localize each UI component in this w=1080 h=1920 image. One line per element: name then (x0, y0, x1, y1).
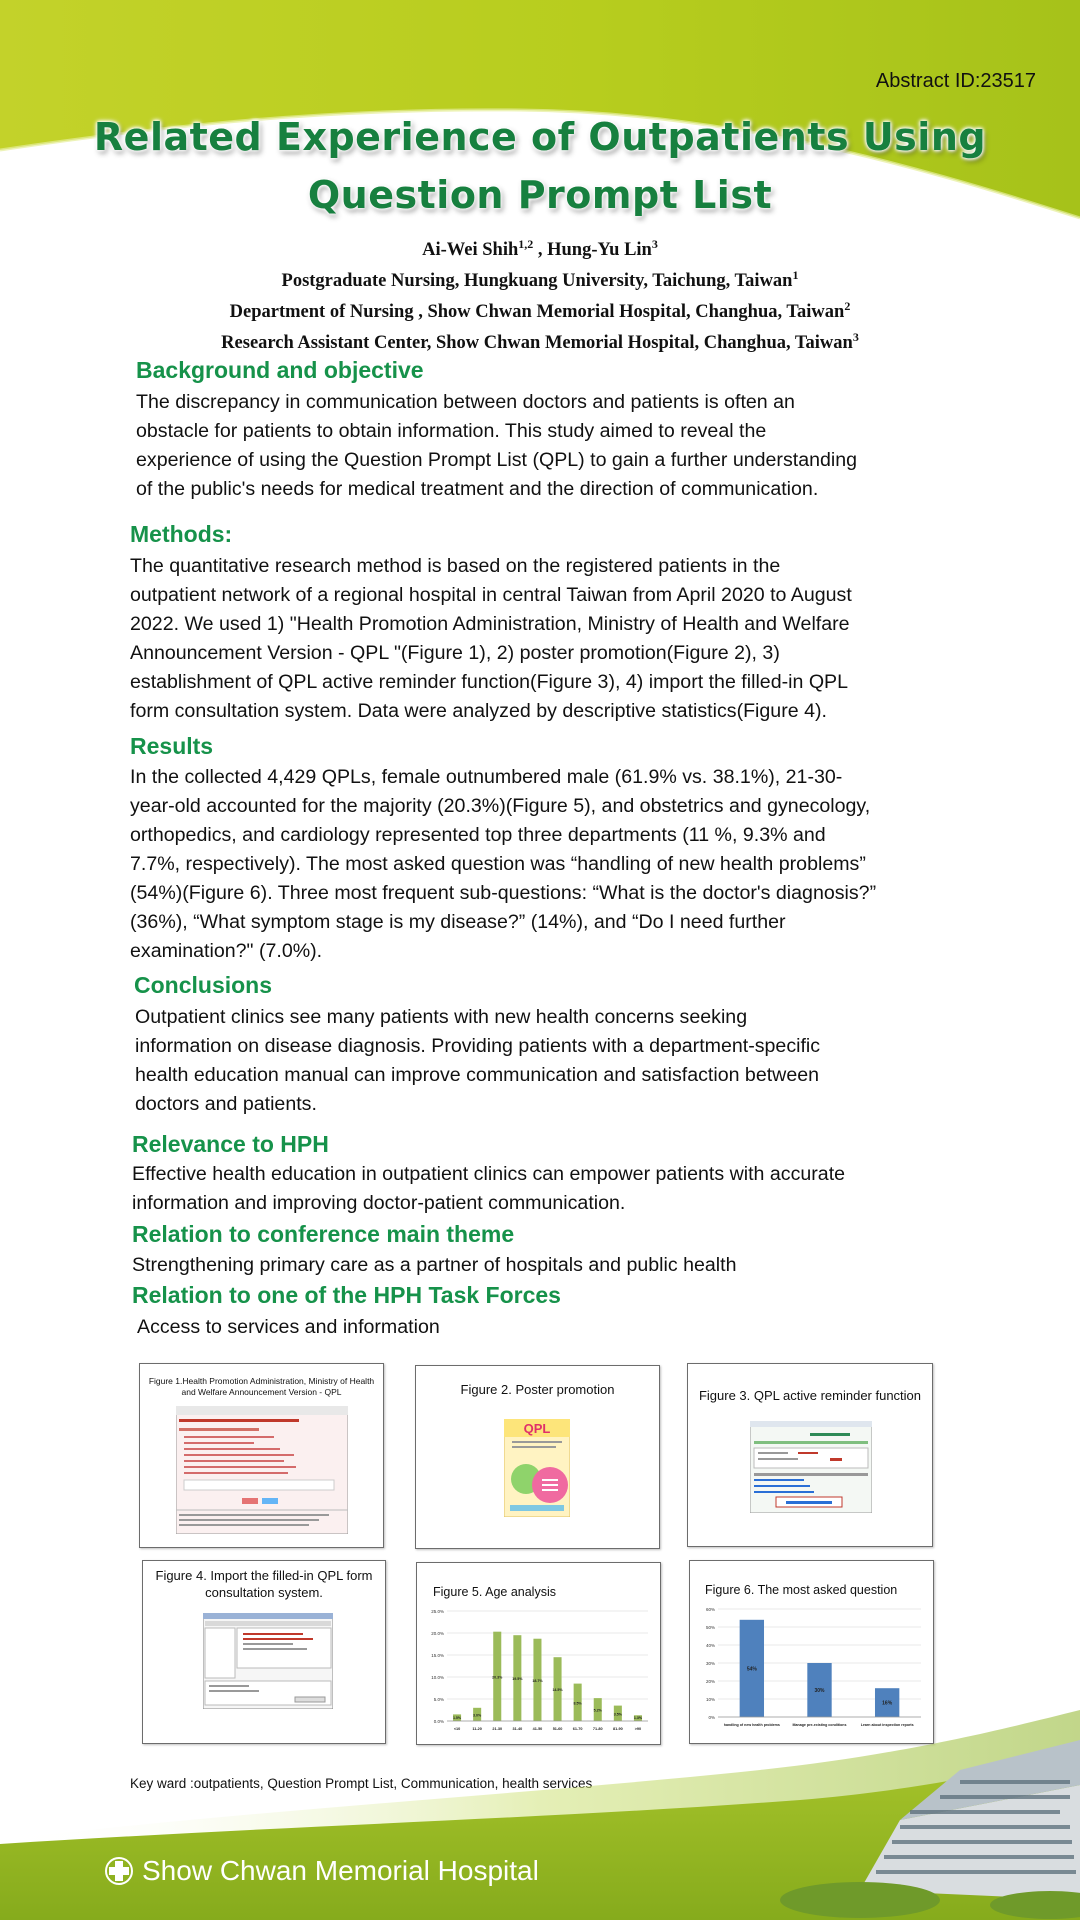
conference-theme-heading: Relation to conference main theme (132, 1221, 515, 1247)
x-tick-label: handling of new health problems (723, 1723, 780, 1727)
data-label: 5.2% (593, 1708, 602, 1713)
task-force-heading: Relation to one of the HPH Task Forces (132, 1282, 561, 1308)
background-heading: Background and objective (136, 357, 424, 383)
consultation-system-thumbnail (203, 1613, 333, 1709)
conclusions-heading: Conclusions (134, 972, 273, 998)
data-label: 18.7% (532, 1678, 543, 1683)
x-tick-label: <10 (453, 1727, 461, 1731)
y-tick-label: 20.0% (431, 1631, 444, 1636)
figure-4-caption: Figure 4. Import the filled-in QPL form consultation system. (155, 1568, 373, 1600)
data-label: 30% (814, 1688, 825, 1694)
data-label: 3.5% (613, 1712, 622, 1717)
x-tick-label: 51-60 (552, 1727, 563, 1731)
hospital-name: Show Chwan Memorial Hospital (142, 1855, 539, 1886)
figure-3-caption: Figure 3. QPL active reminder function (698, 1388, 922, 1403)
svg-text:QPL: QPL (523, 1421, 551, 1436)
x-tick-label: 21-30 (492, 1727, 503, 1731)
hospital-cross-icon (104, 1856, 134, 1886)
x-tick-label: 71-80 (592, 1727, 603, 1731)
y-tick-label: 25.0% (431, 1609, 444, 1614)
hospital-logo (104, 1855, 539, 1887)
y-tick-label: 50% (705, 1625, 715, 1630)
footer-band (0, 1700, 1080, 1920)
figure-1 (139, 1363, 384, 1548)
figure-2-caption: Figure 2. Poster promotion (460, 1382, 615, 1397)
affiliation-3: Research Assistant Center, Show Chwan Memorial Hospital, Changhua, Taiwan$^3$ (221, 330, 859, 354)
task-force-text: Access to services and information (137, 1316, 440, 1338)
y-tick-label: 5.0% (433, 1697, 444, 1702)
figure-2 (415, 1365, 660, 1549)
x-tick-label: 31-40 (512, 1727, 523, 1731)
y-tick-label: 0% (708, 1715, 715, 1720)
x-tick-label: Manage pre-existing conditions (792, 1723, 847, 1727)
figure-1-caption: Figure 1.Health Promotion Administration, Ministry of Health and Welfare Announcement Version - QPL (148, 1376, 375, 1397)
data-label: 14.5% (552, 1688, 563, 1693)
x-tick-label: 61-70 (572, 1727, 583, 1731)
y-tick-label: 30% (705, 1661, 715, 1666)
qpl-form-thumbnail (176, 1406, 348, 1534)
affiliation-2: Department of Nursing , Show Chwan Memorial Hospital, Changhua, Taiwan$^2$ (229, 299, 851, 323)
y-tick-label: 0.0% (433, 1719, 444, 1724)
data-label: 16% (882, 1700, 893, 1707)
affiliation-1: Postgraduate Nursing, Hungkuang University, Taichung, Taiwan$^1$ (281, 268, 799, 292)
abstract-id: Abstract ID:23517 (875, 70, 1036, 92)
data-label: 54% (746, 1666, 757, 1673)
data-label: 20.3% (492, 1675, 503, 1680)
x-tick-label: 11-20 (472, 1727, 482, 1731)
relevance-text: Effective health education in outpatient clinics can empower patients with accurate information and improving doctor-patient communication. (132, 1163, 846, 1214)
data-label: 8.5% (573, 1701, 582, 1706)
author-names: Ai-Wei Shih$^{1,2}$ , Hung-Yu Lin$^3$ (422, 237, 658, 261)
author-block (60, 232, 1020, 357)
x-tick-label: 41-50 (532, 1727, 543, 1731)
x-tick-label: 81-90 (612, 1727, 623, 1731)
title-line-1: Related Experience of Outpatients Using (93, 115, 987, 159)
y-tick-label: 15.0% (431, 1653, 444, 1658)
figure-5-caption: Figure 5. Age analysis (433, 1585, 556, 1599)
methods-heading: Methods: (130, 521, 233, 547)
y-tick-label: 40% (705, 1643, 715, 1648)
data-label: 1.5% (452, 1716, 462, 1720)
data-label: 1.3% (633, 1716, 643, 1720)
x-tick-label: >90 (634, 1727, 642, 1731)
y-tick-label: 10.0% (431, 1675, 444, 1680)
conclusions-text: Outpatient clinics see many patients with new health concerns seeking information on disease diagnosis. Providing patients with a department-specific health education manual can improve communication and satisfaction between doctors and patients. (135, 1006, 821, 1115)
background-text: The discrepancy in communication between doctors and patients is often an obstacle for patients to obtain information. This study aimed to reveal the experience of using the Question Prompt List (QPL) to gain a further understanding of the public's needs for medical treatment and the direction of communication. (136, 391, 858, 500)
figure-6-caption: Figure 6. The most asked question (705, 1583, 898, 1597)
y-tick-label: 60% (705, 1607, 715, 1612)
y-tick-label: 10% (705, 1697, 715, 1702)
keywords: Key ward :outpatients, Question Prompt List, Communication, health services (130, 1776, 593, 1791)
results-heading: Results (130, 733, 214, 759)
methods-text: The quantitative research method is based on the registered patients in the outpatient network of a regional hospital in central Taiwan from April 2020 to August 2022. We used 1) "Health Promotion Administration, Ministry of Health and Welfare Announcement Version - QPL "(Figure 1), 2) poster promotion(Figure 2), 3) establishment of QPL active reminder function(Figure 3), 4) import the filled-in QPL form consultation system. Data were analyzed by descriptive statistics(Figure 4). (130, 555, 852, 722)
poster-title (80, 108, 1000, 224)
conference-theme-text: Strengthening primary care as a partner of hospitals and public health (132, 1254, 737, 1276)
relevance-heading: Relevance to HPH (132, 1131, 329, 1157)
data-label: 19.5% (512, 1677, 523, 1682)
title-line-2: Question Prompt List (307, 173, 773, 217)
y-tick-label: 20% (705, 1679, 715, 1684)
data-label: 3.0% (473, 1713, 482, 1718)
reminder-function-thumbnail (750, 1421, 872, 1513)
x-tick-label: Learn about inspection reports (860, 1723, 914, 1727)
poster-thumbnail (504, 1419, 570, 1517)
figure-3 (687, 1363, 933, 1547)
results-text: In the collected 4,429 QPLs, female outnumbered male (61.9% vs. 38.1%), 21-30- year-old accounted for the majority (20.3%)(Figure 5), and obstetrics and gynecology, orthopedics, and cardiology represented top three departments (11 %, 9.3% and 7.7%, respectively). The most asked question was “handling of new health problems” (54%)(Figure 6). Three most frequent sub-questions: “What is the doctor's diagnosis?” (36%), “What symptom stage is my disease?” (14%), and “Do I need further examination?" (7.0%). (130, 766, 877, 962)
